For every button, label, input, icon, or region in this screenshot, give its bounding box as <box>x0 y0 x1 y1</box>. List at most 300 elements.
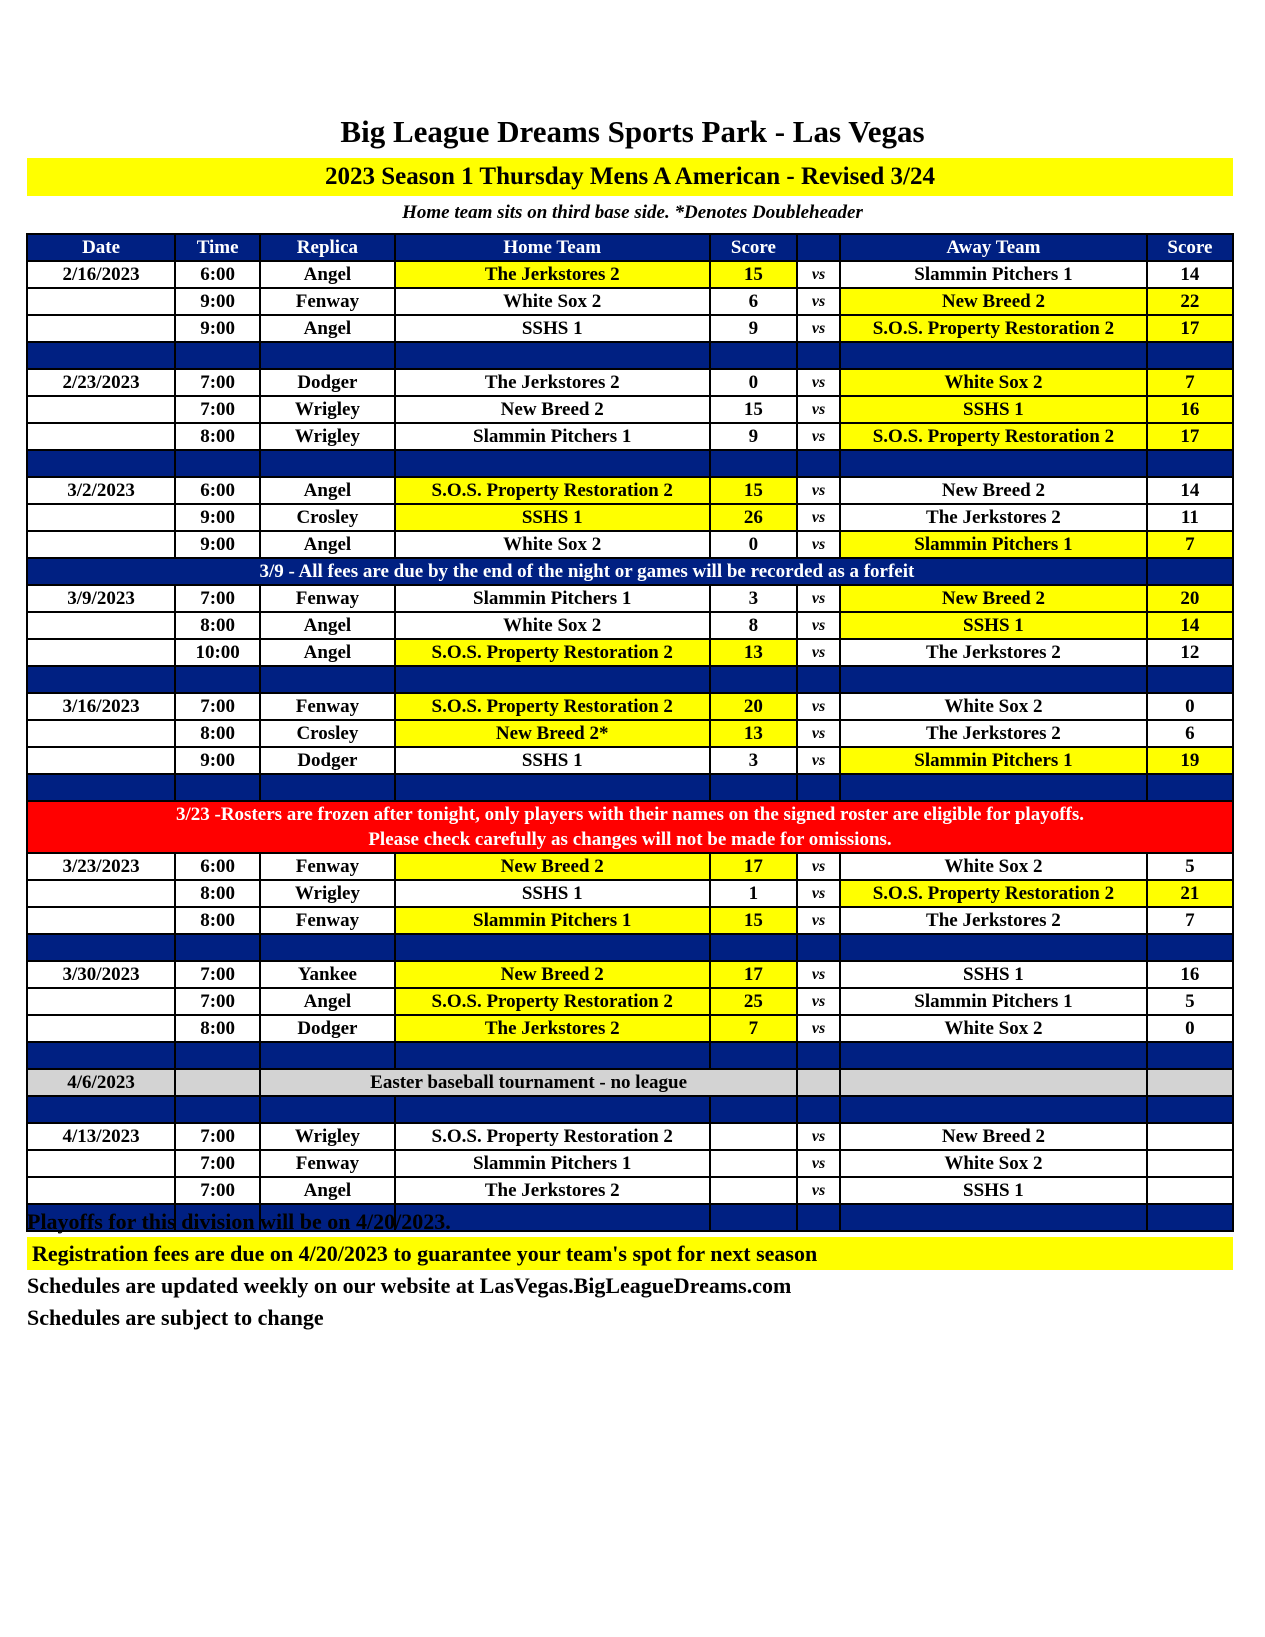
fee-notice-row <box>27 558 1233 585</box>
home-team-note: Home team sits on third base side. *Denotes Doubleheader <box>402 202 863 223</box>
home-team: The Jerkstores 2 <box>395 369 710 396</box>
home-score: 0 <box>710 369 797 396</box>
season-subtitle: 2023 Season 1 Thursday Mens A American - Revised 3/24 <box>27 158 1233 196</box>
week-divider-row <box>27 1042 1233 1069</box>
home-team: SSHS 1 <box>395 747 710 774</box>
game-date: 3/16/2023 <box>27 693 175 720</box>
away-team: Slammin Pitchers 1 <box>840 261 1147 288</box>
home-team: SSHS 1 <box>395 315 710 342</box>
game-time: 9:00 <box>175 531 260 558</box>
away-team: New Breed 2 <box>840 585 1147 612</box>
game-time: 7:00 <box>175 369 260 396</box>
divider-cell <box>175 934 260 961</box>
game-row <box>27 907 1233 934</box>
game-replica-field: Fenway <box>260 853 394 880</box>
game-date: 2/16/2023 <box>27 261 175 288</box>
home-score: 15 <box>710 261 797 288</box>
game-date: 3/23/2023 <box>27 853 175 880</box>
game-time: 7:00 <box>175 1177 260 1204</box>
week-divider-row <box>27 774 1233 801</box>
home-team: S.O.S. Property Restoration 2 <box>395 477 710 504</box>
game-row <box>27 531 1233 558</box>
vs-label: vs <box>797 988 840 1015</box>
col-header-replica: Replica <box>260 234 394 261</box>
fee-notice-text: 3/9 - All fees are due by the end of the night or games will be recorded as a forfeit <box>27 558 1147 585</box>
vs-label: vs <box>797 612 840 639</box>
away-team: White Sox 2 <box>840 1015 1147 1042</box>
home-score: 15 <box>710 477 797 504</box>
game-replica-field: Wrigley <box>260 880 394 907</box>
home-team: New Breed 2* <box>395 720 710 747</box>
game-replica-field: Fenway <box>260 288 394 315</box>
game-row <box>27 261 1233 288</box>
game-time: 8:00 <box>175 907 260 934</box>
vs-label: vs <box>797 396 840 423</box>
game-time: 9:00 <box>175 315 260 342</box>
away-score: 22 <box>1147 288 1233 315</box>
divider-cell <box>1147 666 1233 693</box>
game-time: 8:00 <box>175 423 260 450</box>
game-row <box>27 1123 1233 1150</box>
game-date <box>27 423 175 450</box>
game-date <box>27 880 175 907</box>
away-team: S.O.S. Property Restoration 2 <box>840 880 1147 907</box>
away-team: SSHS 1 <box>840 1177 1147 1204</box>
holiday-text: Easter baseball tournament - no league <box>260 1069 797 1096</box>
roster-alert <box>27 801 1233 853</box>
holiday-row <box>27 1069 1233 1096</box>
holiday-blank <box>175 1069 260 1096</box>
game-replica-field: Angel <box>260 639 394 666</box>
game-time: 6:00 <box>175 853 260 880</box>
game-replica-field: Angel <box>260 988 394 1015</box>
away-score: 0 <box>1147 693 1233 720</box>
game-row <box>27 880 1233 907</box>
vs-label: vs <box>797 423 840 450</box>
game-date <box>27 907 175 934</box>
vs-label: vs <box>797 1177 840 1204</box>
divider-cell <box>797 666 840 693</box>
game-date <box>27 288 175 315</box>
home-score: 26 <box>710 504 797 531</box>
game-replica-field: Fenway <box>260 585 394 612</box>
away-team: SSHS 1 <box>840 612 1147 639</box>
vs-label: vs <box>797 693 840 720</box>
vs-label: vs <box>797 720 840 747</box>
home-team: Slammin Pitchers 1 <box>395 423 710 450</box>
divider-cell <box>797 934 840 961</box>
away-score: 7 <box>1147 369 1233 396</box>
game-date: 2/23/2023 <box>27 369 175 396</box>
game-date: 3/30/2023 <box>27 961 175 988</box>
game-row <box>27 612 1233 639</box>
divider-cell <box>797 1096 840 1123</box>
home-score: 9 <box>710 315 797 342</box>
game-time: 9:00 <box>175 504 260 531</box>
vs-label: vs <box>797 477 840 504</box>
game-date <box>27 1150 175 1177</box>
divider-cell <box>1147 1042 1233 1069</box>
home-score: 1 <box>710 880 797 907</box>
game-date <box>27 504 175 531</box>
divider-cell <box>797 342 840 369</box>
home-team: New Breed 2 <box>395 853 710 880</box>
home-team: New Breed 2 <box>395 396 710 423</box>
away-score: 17 <box>1147 315 1233 342</box>
divider-cell <box>260 1042 394 1069</box>
playoffs-note: Playoffs for this division will be on 4/20/2023. <box>27 1209 451 1234</box>
away-score: 16 <box>1147 396 1233 423</box>
week-divider-row <box>27 666 1233 693</box>
away-team: The Jerkstores 2 <box>840 907 1147 934</box>
away-score <box>1147 1177 1233 1204</box>
col-header-time: Time <box>175 234 260 261</box>
away-team: SSHS 1 <box>840 961 1147 988</box>
game-time: 8:00 <box>175 1015 260 1042</box>
home-team: SSHS 1 <box>395 880 710 907</box>
game-date <box>27 315 175 342</box>
divider-cell <box>710 666 797 693</box>
home-score <box>710 1150 797 1177</box>
vs-label: vs <box>797 504 840 531</box>
away-team: White Sox 2 <box>840 1150 1147 1177</box>
game-row <box>27 961 1233 988</box>
game-replica-field: Wrigley <box>260 1123 394 1150</box>
divider-cell <box>840 1096 1147 1123</box>
home-team: New Breed 2 <box>395 961 710 988</box>
game-replica-field: Wrigley <box>260 396 394 423</box>
divider-cell <box>1147 774 1233 801</box>
game-replica-field: Yankee <box>260 961 394 988</box>
divider-cell <box>1147 450 1233 477</box>
divider-cell <box>797 450 840 477</box>
holiday-date: 4/6/2023 <box>27 1069 175 1096</box>
home-score: 9 <box>710 423 797 450</box>
col-header-home-team: Home Team <box>395 234 710 261</box>
game-row <box>27 504 1233 531</box>
game-date <box>27 1177 175 1204</box>
divider-cell <box>27 666 175 693</box>
away-team: New Breed 2 <box>840 477 1147 504</box>
divider-cell <box>27 1096 175 1123</box>
game-replica-field: Angel <box>260 612 394 639</box>
divider-cell <box>840 934 1147 961</box>
away-team: The Jerkstores 2 <box>840 720 1147 747</box>
away-team: New Breed 2 <box>840 288 1147 315</box>
home-score: 20 <box>710 693 797 720</box>
week-divider-row <box>27 450 1233 477</box>
home-team: S.O.S. Property Restoration 2 <box>395 693 710 720</box>
game-time: 8:00 <box>175 612 260 639</box>
col-header-home-score: Score <box>710 234 797 261</box>
vs-label: vs <box>797 853 840 880</box>
away-team: White Sox 2 <box>840 369 1147 396</box>
game-replica-field: Angel <box>260 531 394 558</box>
divider-cell <box>175 666 260 693</box>
game-date <box>27 396 175 423</box>
col-header-away-team: Away Team <box>840 234 1147 261</box>
away-score: 5 <box>1147 988 1233 1015</box>
game-time: 9:00 <box>175 747 260 774</box>
vs-label: vs <box>797 1150 840 1177</box>
game-time: 8:00 <box>175 720 260 747</box>
divider-cell <box>395 1096 710 1123</box>
game-replica-field: Dodger <box>260 747 394 774</box>
game-row <box>27 585 1233 612</box>
divider-cell <box>840 450 1147 477</box>
game-row <box>27 1150 1233 1177</box>
away-score: 7 <box>1147 907 1233 934</box>
divider-cell <box>395 774 710 801</box>
week-divider-row <box>27 1096 1233 1123</box>
home-score: 13 <box>710 639 797 666</box>
home-score: 13 <box>710 720 797 747</box>
game-replica-field: Angel <box>260 261 394 288</box>
game-time: 8:00 <box>175 880 260 907</box>
change-note: Schedules are subject to change <box>27 1305 324 1330</box>
game-row <box>27 639 1233 666</box>
notice-end-cell <box>1147 558 1233 585</box>
website-note: Schedules are updated weekly on our website at LasVegas.BigLeagueDreams.com <box>27 1273 792 1298</box>
divider-cell <box>395 450 710 477</box>
game-time: 7:00 <box>175 585 260 612</box>
divider-cell <box>260 450 394 477</box>
vs-label: vs <box>797 1123 840 1150</box>
game-date <box>27 639 175 666</box>
game-replica-field: Crosley <box>260 504 394 531</box>
divider-cell <box>395 934 710 961</box>
game-replica-field: Dodger <box>260 369 394 396</box>
vs-label: vs <box>797 531 840 558</box>
divider-cell <box>1147 1204 1233 1231</box>
divider-cell <box>175 774 260 801</box>
away-score: 19 <box>1147 747 1233 774</box>
home-team: Slammin Pitchers 1 <box>395 1150 710 1177</box>
game-row <box>27 315 1233 342</box>
game-date: 4/13/2023 <box>27 1123 175 1150</box>
home-team: White Sox 2 <box>395 531 710 558</box>
game-replica-field: Dodger <box>260 1015 394 1042</box>
game-row <box>27 1177 1233 1204</box>
divider-cell <box>260 666 394 693</box>
away-team: S.O.S. Property Restoration 2 <box>840 315 1147 342</box>
game-row <box>27 396 1233 423</box>
home-score: 8 <box>710 612 797 639</box>
divider-cell <box>395 342 710 369</box>
divider-cell <box>260 1096 394 1123</box>
game-replica-field: Wrigley <box>260 423 394 450</box>
divider-cell <box>710 1042 797 1069</box>
away-team: White Sox 2 <box>840 853 1147 880</box>
away-score: 14 <box>1147 477 1233 504</box>
game-time: 7:00 <box>175 396 260 423</box>
home-team: White Sox 2 <box>395 612 710 639</box>
home-team: SSHS 1 <box>395 504 710 531</box>
home-score: 7 <box>710 1015 797 1042</box>
game-date <box>27 988 175 1015</box>
divider-cell <box>840 666 1147 693</box>
game-replica-field: Angel <box>260 477 394 504</box>
divider-cell <box>27 934 175 961</box>
game-row <box>27 1015 1233 1042</box>
away-score: 5 <box>1147 853 1233 880</box>
game-date <box>27 720 175 747</box>
game-time: 7:00 <box>175 961 260 988</box>
away-score: 12 <box>1147 639 1233 666</box>
divider-cell <box>797 774 840 801</box>
divider-cell <box>260 774 394 801</box>
game-row <box>27 693 1233 720</box>
vs-label: vs <box>797 261 840 288</box>
away-score: 16 <box>1147 961 1233 988</box>
registration-note: Registration fees are due on 4/20/2023 to guarantee your team's spot for next season <box>27 1237 1233 1270</box>
divider-cell <box>395 1042 710 1069</box>
away-score: 21 <box>1147 880 1233 907</box>
divider-cell <box>710 1204 797 1231</box>
divider-cell <box>175 342 260 369</box>
divider-cell <box>27 774 175 801</box>
home-team: The Jerkstores 2 <box>395 1015 710 1042</box>
home-team: Slammin Pitchers 1 <box>395 907 710 934</box>
week-divider-row <box>27 342 1233 369</box>
game-time: 7:00 <box>175 1150 260 1177</box>
game-time: 6:00 <box>175 261 260 288</box>
vs-label: vs <box>797 288 840 315</box>
away-score <box>1147 1123 1233 1150</box>
game-time: 6:00 <box>175 477 260 504</box>
vs-label: vs <box>797 369 840 396</box>
game-row <box>27 988 1233 1015</box>
divider-cell <box>27 1042 175 1069</box>
game-date <box>27 531 175 558</box>
away-score <box>1147 1150 1233 1177</box>
game-date: 3/2/2023 <box>27 477 175 504</box>
game-date <box>27 747 175 774</box>
game-row <box>27 477 1233 504</box>
home-score <box>710 1177 797 1204</box>
game-replica-field: Fenway <box>260 693 394 720</box>
page-title: Big League Dreams Sports Park - Las Vegas <box>340 114 925 149</box>
home-team: Slammin Pitchers 1 <box>395 585 710 612</box>
game-row <box>27 853 1233 880</box>
vs-label: vs <box>797 1015 840 1042</box>
divider-cell <box>840 1204 1147 1231</box>
away-team: The Jerkstores 2 <box>840 504 1147 531</box>
roster-alert-row <box>27 801 1233 853</box>
game-row <box>27 720 1233 747</box>
vs-label: vs <box>797 747 840 774</box>
divider-cell <box>260 934 394 961</box>
home-team: S.O.S. Property Restoration 2 <box>395 988 710 1015</box>
away-score: 11 <box>1147 504 1233 531</box>
divider-cell <box>27 450 175 477</box>
home-score: 17 <box>710 853 797 880</box>
divider-cell <box>1147 342 1233 369</box>
game-time: 10:00 <box>175 639 260 666</box>
roster-alert-line1: 3/23 -Rosters are frozen after tonight, only players with their names on the signed roster are eligible for playoffs. <box>175 804 1085 825</box>
home-team: S.O.S. Property Restoration 2 <box>395 1123 710 1150</box>
game-time: 7:00 <box>175 988 260 1015</box>
vs-label: vs <box>797 315 840 342</box>
vs-label: vs <box>797 961 840 988</box>
home-score: 3 <box>710 585 797 612</box>
game-time: 9:00 <box>175 288 260 315</box>
divider-cell <box>175 1096 260 1123</box>
away-team: New Breed 2 <box>840 1123 1147 1150</box>
away-score: 0 <box>1147 1015 1233 1042</box>
game-replica-field: Fenway <box>260 907 394 934</box>
divider-cell <box>175 450 260 477</box>
divider-cell <box>1147 934 1233 961</box>
home-score: 0 <box>710 531 797 558</box>
home-team: The Jerkstores 2 <box>395 261 710 288</box>
game-row <box>27 369 1233 396</box>
game-time: 7:00 <box>175 1123 260 1150</box>
away-score: 7 <box>1147 531 1233 558</box>
divider-cell <box>797 1042 840 1069</box>
week-divider-row <box>27 934 1233 961</box>
vs-label: vs <box>797 907 840 934</box>
home-team: White Sox 2 <box>395 288 710 315</box>
divider-cell <box>710 774 797 801</box>
away-team: SSHS 1 <box>840 396 1147 423</box>
divider-cell <box>710 1096 797 1123</box>
home-score: 6 <box>710 288 797 315</box>
divider-cell <box>710 934 797 961</box>
home-score: 15 <box>710 907 797 934</box>
game-date: 3/9/2023 <box>27 585 175 612</box>
away-team: The Jerkstores 2 <box>840 639 1147 666</box>
away-team: Slammin Pitchers 1 <box>840 531 1147 558</box>
game-date <box>27 612 175 639</box>
vs-label: vs <box>797 585 840 612</box>
vs-label: vs <box>797 639 840 666</box>
game-row <box>27 423 1233 450</box>
away-score: 6 <box>1147 720 1233 747</box>
vs-label: vs <box>797 880 840 907</box>
away-score: 14 <box>1147 261 1233 288</box>
divider-cell <box>1147 1096 1233 1123</box>
home-score: 17 <box>710 961 797 988</box>
away-team: Slammin Pitchers 1 <box>840 747 1147 774</box>
holiday-blank <box>840 1069 1147 1096</box>
schedule-table <box>26 233 1234 1232</box>
home-score <box>710 1123 797 1150</box>
divider-cell <box>840 774 1147 801</box>
divider-cell <box>840 1042 1147 1069</box>
game-row <box>27 288 1233 315</box>
col-header-away-score: Score <box>1147 234 1233 261</box>
game-replica-field: Angel <box>260 1177 394 1204</box>
holiday-blank <box>1147 1069 1233 1096</box>
home-score: 15 <box>710 396 797 423</box>
game-time: 7:00 <box>175 693 260 720</box>
game-replica-field: Angel <box>260 315 394 342</box>
home-team: S.O.S. Property Restoration 2 <box>395 639 710 666</box>
table-header-row <box>27 234 1233 261</box>
col-header-date: Date <box>27 234 175 261</box>
divider-cell <box>710 342 797 369</box>
away-score: 20 <box>1147 585 1233 612</box>
home-team: The Jerkstores 2 <box>395 1177 710 1204</box>
divider-cell <box>27 342 175 369</box>
divider-cell <box>710 450 797 477</box>
col-header-vs <box>797 234 840 261</box>
roster-alert-line2: Please check carefully as changes will not be made for omissions. <box>368 829 892 850</box>
game-replica-field: Fenway <box>260 1150 394 1177</box>
home-score: 3 <box>710 747 797 774</box>
away-team: S.O.S. Property Restoration 2 <box>840 423 1147 450</box>
